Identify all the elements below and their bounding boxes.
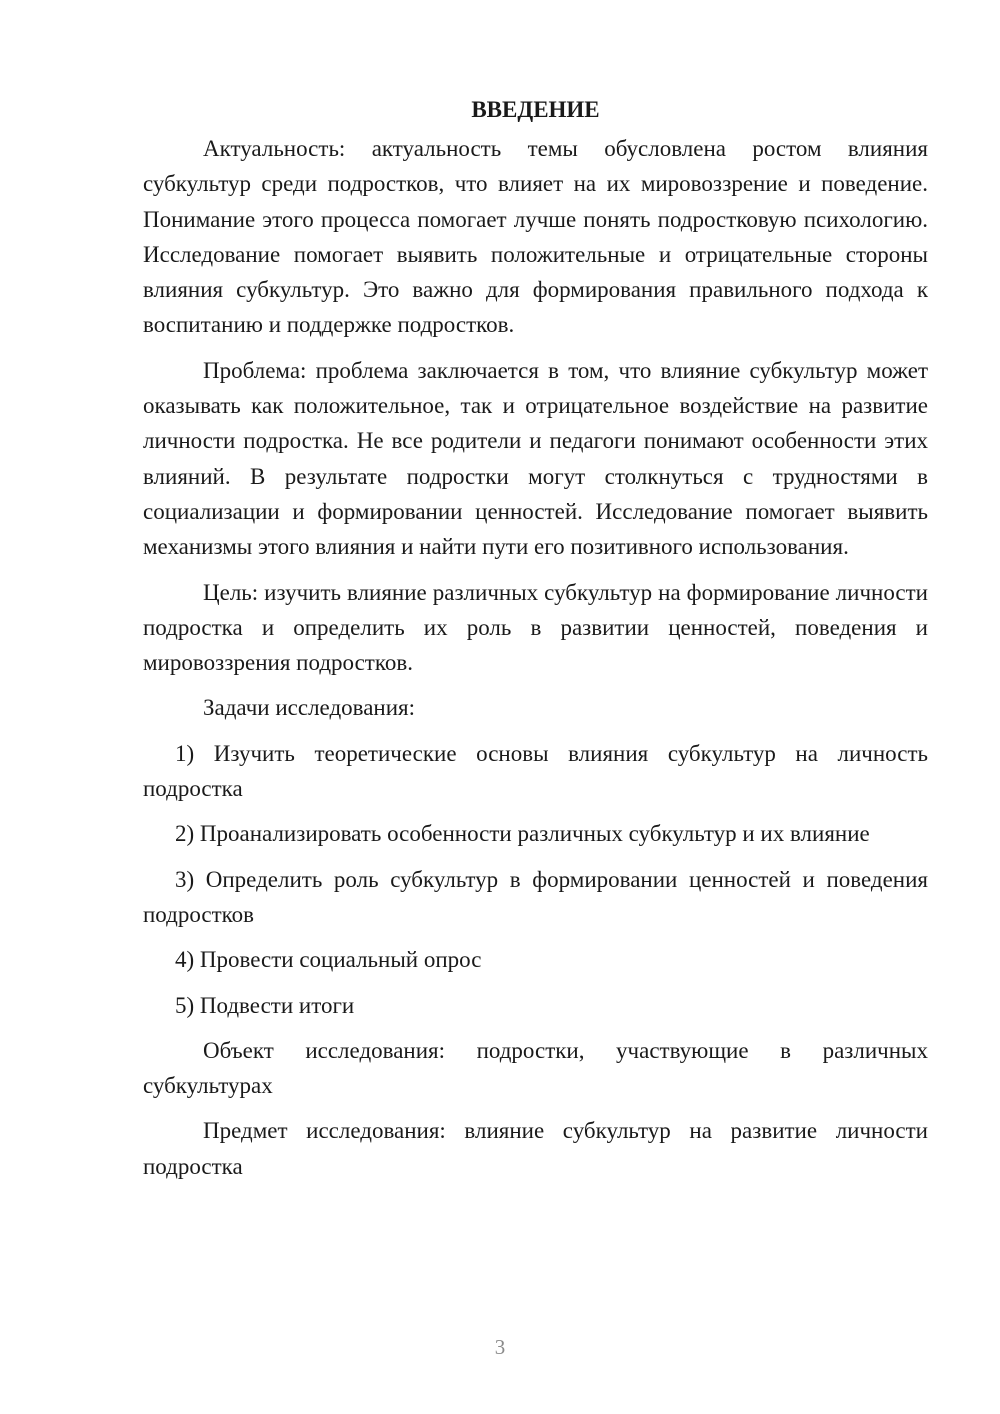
relevance-paragraph: Актуальность: актуальность темы обусловлена ростом влияния субкультур среди подростков, что влияет на их мировоззрение и поведение. Понимание этого процесса помогает лучше понять подростковую психологию. Исследование помогает выявить положительные и отрицательные стороны влияния субкультур. Это важно для формирования правильного подхода к воспитанию и поддержке подростков. — [143, 136, 928, 338]
goal-paragraph: Цель: изучить влияние различных субкультур на формирование личности подростка и определить их роль в развитии ценностей, поведения и мировоззрения подростков. — [143, 579, 928, 676]
problem-paragraph: Проблема: проблема заключается в том, что влияние субкультур может оказывать как положительное, так и отрицательное воздействие на развитие личности подростка. Не все родители и педагоги понимают особенности этих влияний. В результате подростки могут столкнуться с трудностями в социализации и формировании ценностей. Исследование помогает выявить механизмы этого влияния и найти пути его позитивного использования. — [143, 357, 928, 560]
section-title: ВВЕДЕНИЕ — [471, 97, 600, 122]
task-item-3: 3) Определить роль субкультур в формировании ценностей и поведения подростков — [143, 866, 928, 927]
task-item-1: 1) Изучить теоретические основы влияния субкультур на личность подростка — [143, 740, 928, 802]
subject-paragraph: Предмет исследования: влияние субкультур на развитие личности подростка — [143, 1118, 928, 1179]
object-paragraph: Объект исследования: подростки, участвующие в различных субкультурах — [143, 1037, 928, 1099]
tasks-heading: Задачи исследования: — [203, 695, 416, 721]
page-body — [143, 92, 928, 1194]
task-item-5: 5) Подвести итоги — [175, 992, 355, 1018]
task-item-4: 4) Провести социальный опрос — [175, 947, 482, 973]
page-number: 3 — [494, 1335, 506, 1359]
task-item-2: 2) Проанализировать особенности различных субкультур и их влияние — [175, 821, 870, 847]
